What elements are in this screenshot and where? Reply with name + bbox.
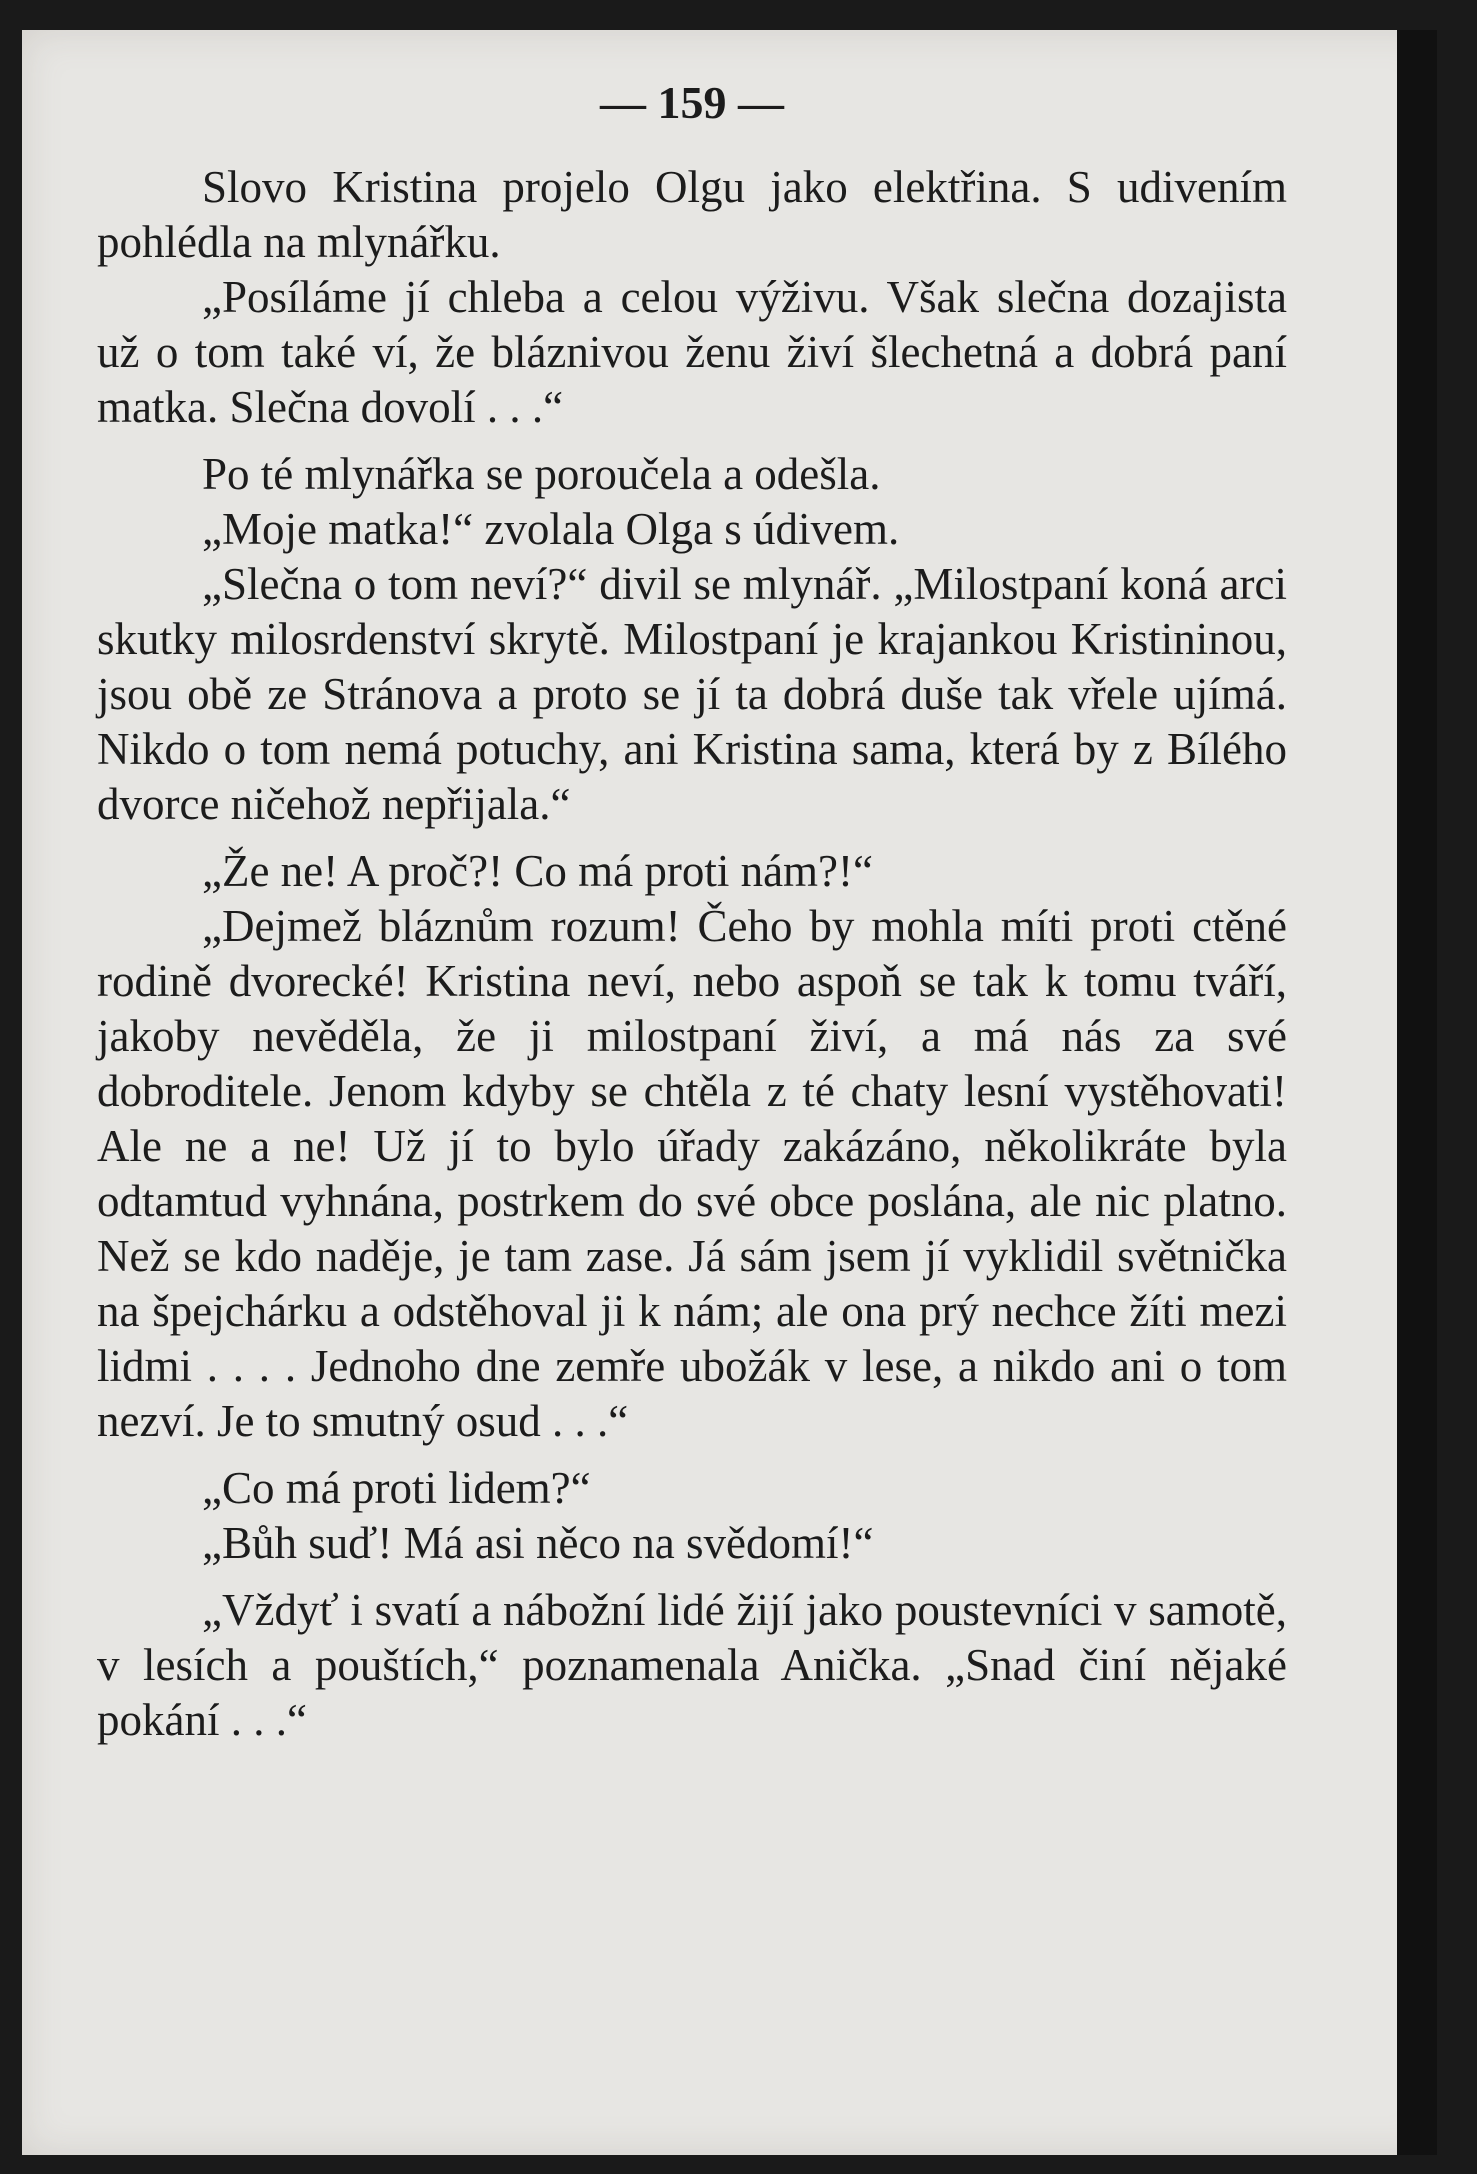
paragraph: „Vždyť i svatí a nábožní lidé žijí jako poustevníci v samotě, v lesích a pouštích,“ poznamenala Anička. „Snad činí nějaké pokání . . .“	[97, 1585, 1287, 1745]
paragraph: „Moje matka!“ zvolala Olga s údivem.	[202, 504, 900, 554]
paragraph: „Posíláme jí chleba a celou výživu. Však slečna dozajista už o tom také ví, že bláznivou ženu živí šlechetná a dobrá paní matka. Slečna dovolí . . .“	[97, 272, 1287, 432]
page-number: — 159 —	[600, 77, 784, 128]
page-edge-shadow	[1397, 30, 1437, 2155]
paragraph: „Slečna o tom neví?“ divil se mlynář. „Milostpaní koná arci skutky milosrdenství skrytě. Milostpaní je krajankou Kristininou, jsou obě ze Stránova a proto se jí ta dobrá duše tak vřele ujímá. Nikdo o tom nemá potuchy, ani Kristina sama, která by z Bílého dvorce ničehož nepřijala.“	[97, 559, 1287, 829]
paragraph: Slovo Kristina projelo Olgu jako elektřina. S udivením pohlédla na mlynářku.	[97, 162, 1287, 267]
paragraph: „Že ne! A proč?! Co má proti nám?!“	[202, 846, 873, 896]
page-text-column	[97, 75, 1287, 1748]
paragraph: „Dejmež bláznům rozum! Čeho by mohla míti proti ctěné rodině dvorecké! Kristina neví, nebo aspoň se tak k tomu tváří, jakoby nevěděla, že ji milostpaní živí, a má nás za své dobroditele. Jenom kdyby se chtěla z té chaty lesní vystěhovati! Ale ne a ne! Už jí to bylo úřady zakázáno, několikráte byla odtamtud vyhnána, postrkem do své obce poslána, ale nic platno. Než se kdo naděje, je tam zase. Já sám jsem jí vyklidil světnička na špejchárku a odstěhoval ji k nám; ale ona prý nechce žíti mezi lidmi . . . . Jednoho dne zemře ubožák v lese, a nikdo ani o tom nezví. Je to smutný osud . . .“	[97, 901, 1287, 1446]
paragraph: „Bůh suď! Má asi něco na svědomí!“	[202, 1518, 874, 1568]
paragraph: Po té mlynářka se poroučela a odešla.	[202, 449, 881, 499]
book-page	[22, 30, 1437, 2155]
paragraph: „Co má proti lidem?“	[202, 1463, 591, 1513]
